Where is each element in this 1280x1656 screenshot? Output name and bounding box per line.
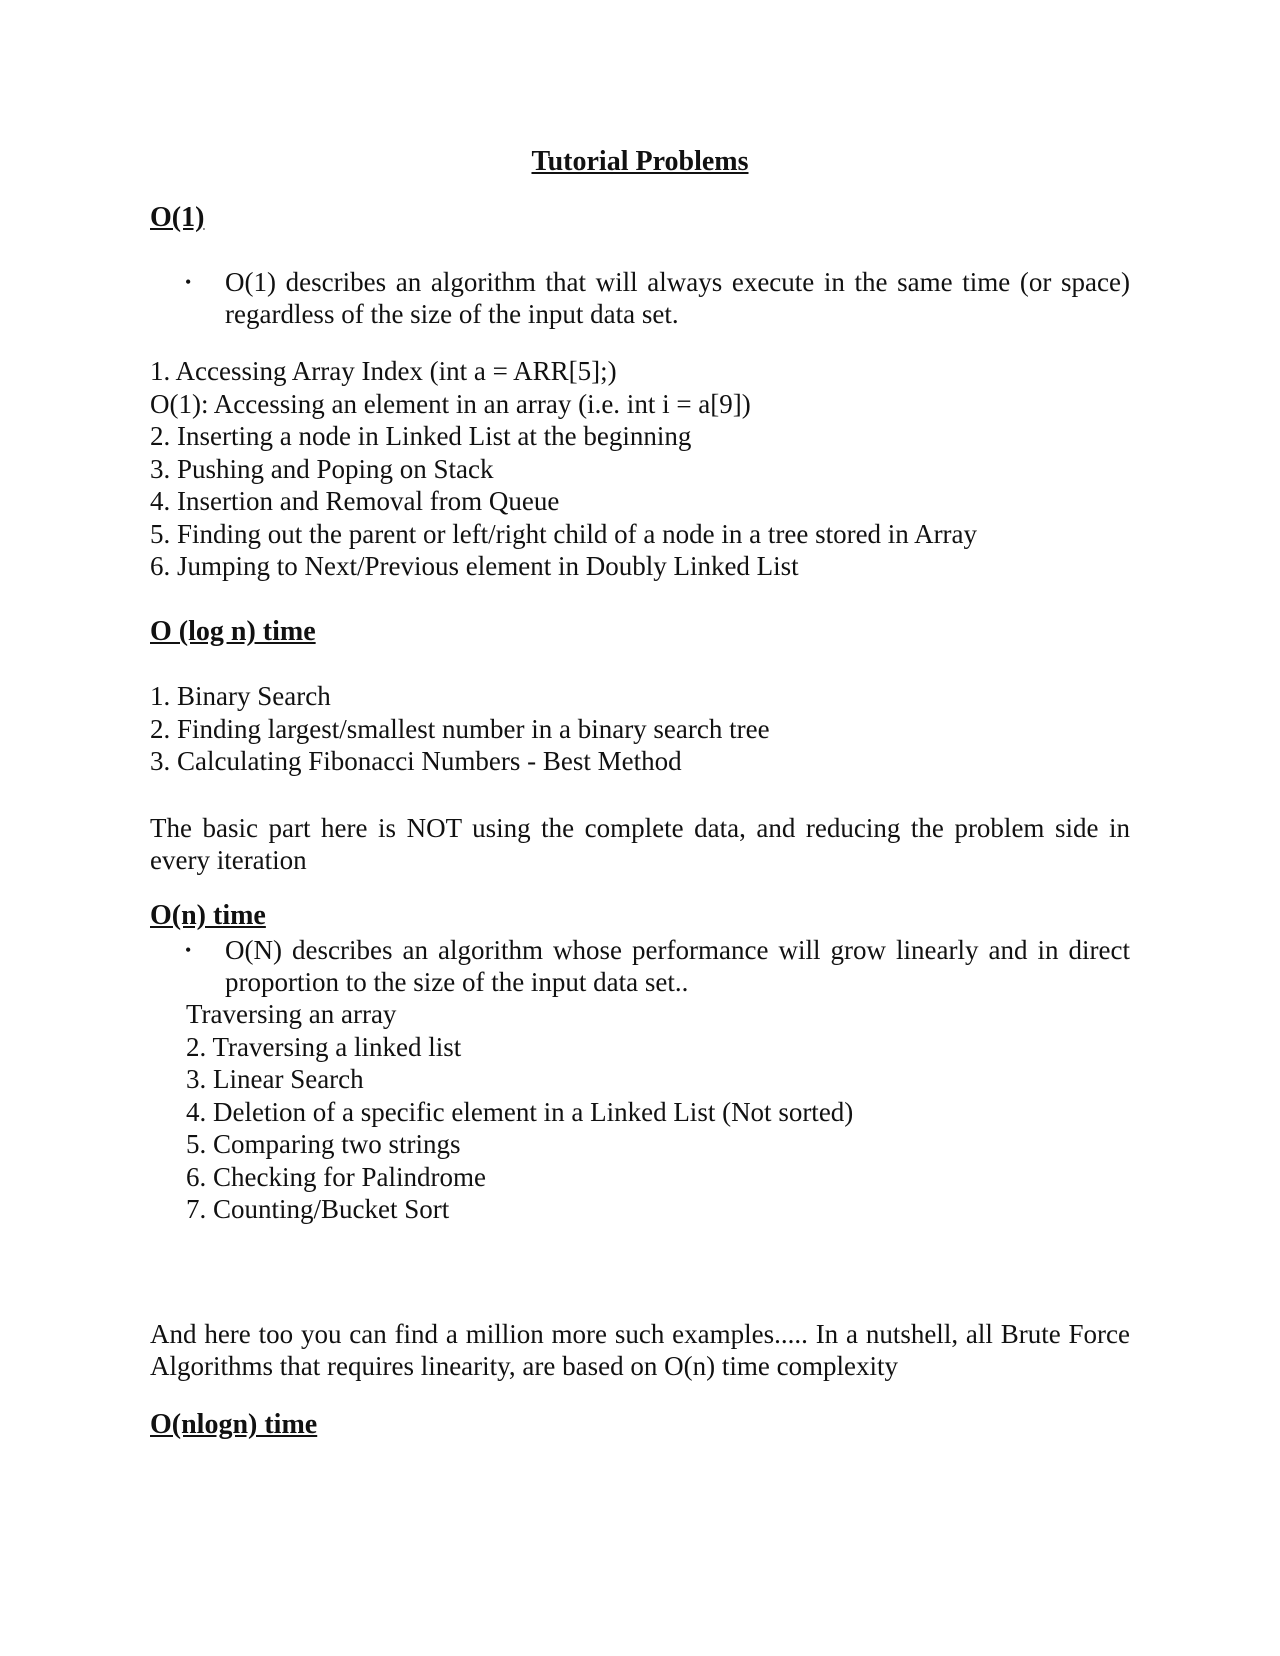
list-item: 2. Finding largest/smallest number in a binary search tree (150, 713, 770, 744)
list-item: 4. Insertion and Removal from Queue (150, 486, 560, 516)
list-item: 5. Finding out the parent or left/right child of a node in a tree stored in Array (150, 518, 978, 549)
list-item: 4. Deletion of a specific element in a Linked List (Not sorted) (186, 1096, 854, 1127)
list-item: 6. Jumping to Next/Previous element in Doubly Linked List (150, 551, 799, 581)
ologn-note: The basic part here is NOT using the complete data, and reducing the problem side in every iteration (150, 813, 1130, 875)
list-item: 7. Counting/Bucket Sort (186, 1194, 450, 1224)
list-on (186, 998, 853, 1226)
list-o1 (150, 355, 977, 583)
bullet-o1 (150, 266, 1130, 330)
heading-o1: O(1) (150, 202, 205, 233)
list-item: Traversing an array (186, 999, 397, 1029)
list-ologn (150, 680, 770, 778)
on-note: And here too you can find a million more such examples..... In a nutshell, all Brute Force Algorithms that requires linearity, are based on O(n) time complexity (150, 1319, 1130, 1381)
bullet-dot-icon: • (185, 272, 192, 292)
bullet-on (150, 934, 1130, 998)
list-item: 2. Traversing a linked list (186, 1031, 462, 1062)
list-item: 3. Pushing and Poping on Stack (150, 453, 494, 484)
page-title: Tutorial Problems (531, 146, 749, 177)
bullet-on-text: O(N) describes an algorithm whose performance will grow linearly and in direct proportion to the size of the input data set.. (225, 935, 1130, 997)
heading-onlogn: O(nlogn) time (150, 1409, 318, 1440)
list-item: 1. Binary Search (150, 681, 331, 711)
list-item: 2. Inserting a node in Linked List at the beginning (150, 421, 692, 451)
heading-ologn: O (log n) time (150, 616, 316, 647)
bullet-o1-text: O(1) describes an algorithm that will always execute in the same time (or space) regardless of the size of the input data set. (225, 267, 1130, 329)
bullet-dot-icon: • (185, 940, 192, 960)
list-item: 3. Linear Search (186, 1064, 364, 1094)
list-item: 3. Calculating Fibonacci Numbers - Best Method (150, 746, 682, 776)
list-item: O(1): Accessing an element in an array (i.e. int i = a[9]) (150, 388, 751, 419)
list-item: 1. Accessing Array Index (int a = ARR[5];) (150, 356, 617, 386)
list-item: 5. Comparing two strings (186, 1129, 461, 1159)
list-item: 6. Checking for Palindrome (186, 1161, 486, 1192)
heading-on: O(n) time (150, 900, 266, 931)
